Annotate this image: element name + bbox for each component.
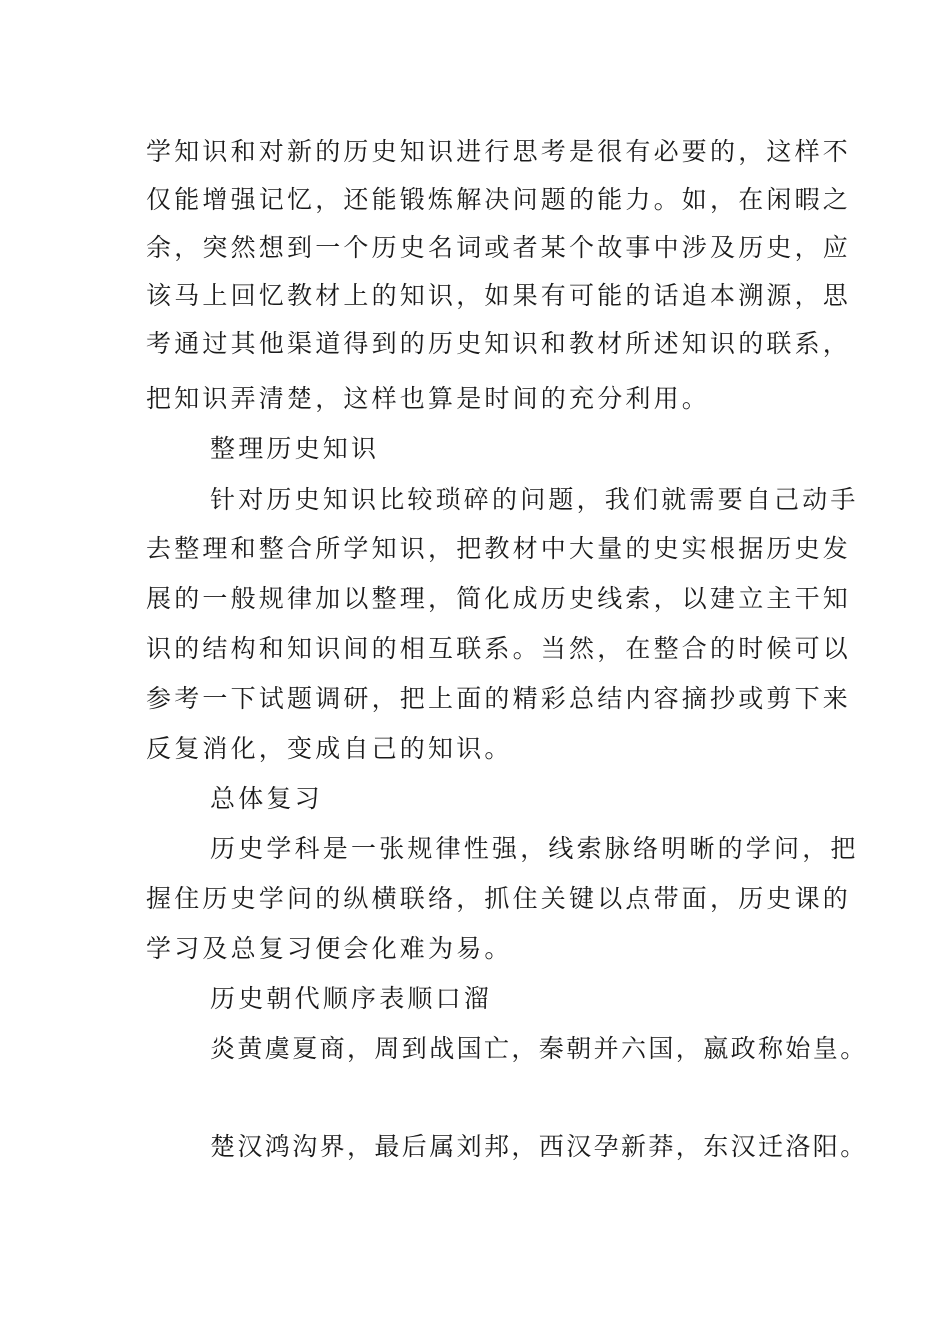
paragraph-line: 余，突然想到一个历史名词或者某个故事中涉及历史，应 <box>146 233 852 262</box>
paragraph-line: 历史学科是一张规律性强，线索脉络明晰的学问，把 <box>210 834 859 863</box>
verse-line: 楚汉鸿沟界，最后属刘邦，西汉孕新莽，东汉迁洛阳。 <box>210 1132 868 1161</box>
paragraph-line: 考通过其他渠道得到的历史知识和教材所述知识的联系， <box>146 329 852 358</box>
paragraph-line: 反复消化，变成自己的知识。 <box>146 734 513 763</box>
section-heading: 总体复习 <box>210 784 323 813</box>
paragraph-line: 参考一下试题调研，把上面的精彩总结内容摘抄或剪下来 <box>146 684 852 713</box>
verse-line: 炎黄虞夏商，周到战国亡，秦朝并六国，嬴政称始皇。 <box>210 1034 868 1063</box>
paragraph-line: 把知识弄清楚，这样也算是时间的充分利用。 <box>146 384 711 413</box>
paragraph-line: 去整理和整合所学知识，把教材中大量的史实根据历史发 <box>146 534 852 563</box>
section-heading: 历史朝代顺序表顺口溜 <box>210 984 493 1013</box>
paragraph-line: 学知识和对新的历史知识进行思考是很有必要的，这样不 <box>146 137 852 166</box>
paragraph-line: 握住历史学问的纵横联络，抓住关键以点带面，历史课的 <box>146 884 852 913</box>
section-heading: 整理历史知识 <box>210 434 380 463</box>
paragraph-line: 学习及总复习便会化难为易。 <box>146 934 513 963</box>
paragraph-line: 针对历史知识比较琐碎的问题，我们就需要自己动手 <box>210 485 859 514</box>
paragraph-line: 识的结构和知识间的相互联系。当然，在整合的时候可以 <box>146 634 852 663</box>
paragraph-line: 仅能增强记忆，还能锻炼解决问题的能力。如，在闲暇之 <box>146 185 852 214</box>
paragraph-line: 展的一般规律加以整理，简化成历史线索，以建立主干知 <box>146 584 852 613</box>
paragraph-line: 该马上回忆教材上的知识，如果有可能的话追本溯源，思 <box>146 281 852 310</box>
